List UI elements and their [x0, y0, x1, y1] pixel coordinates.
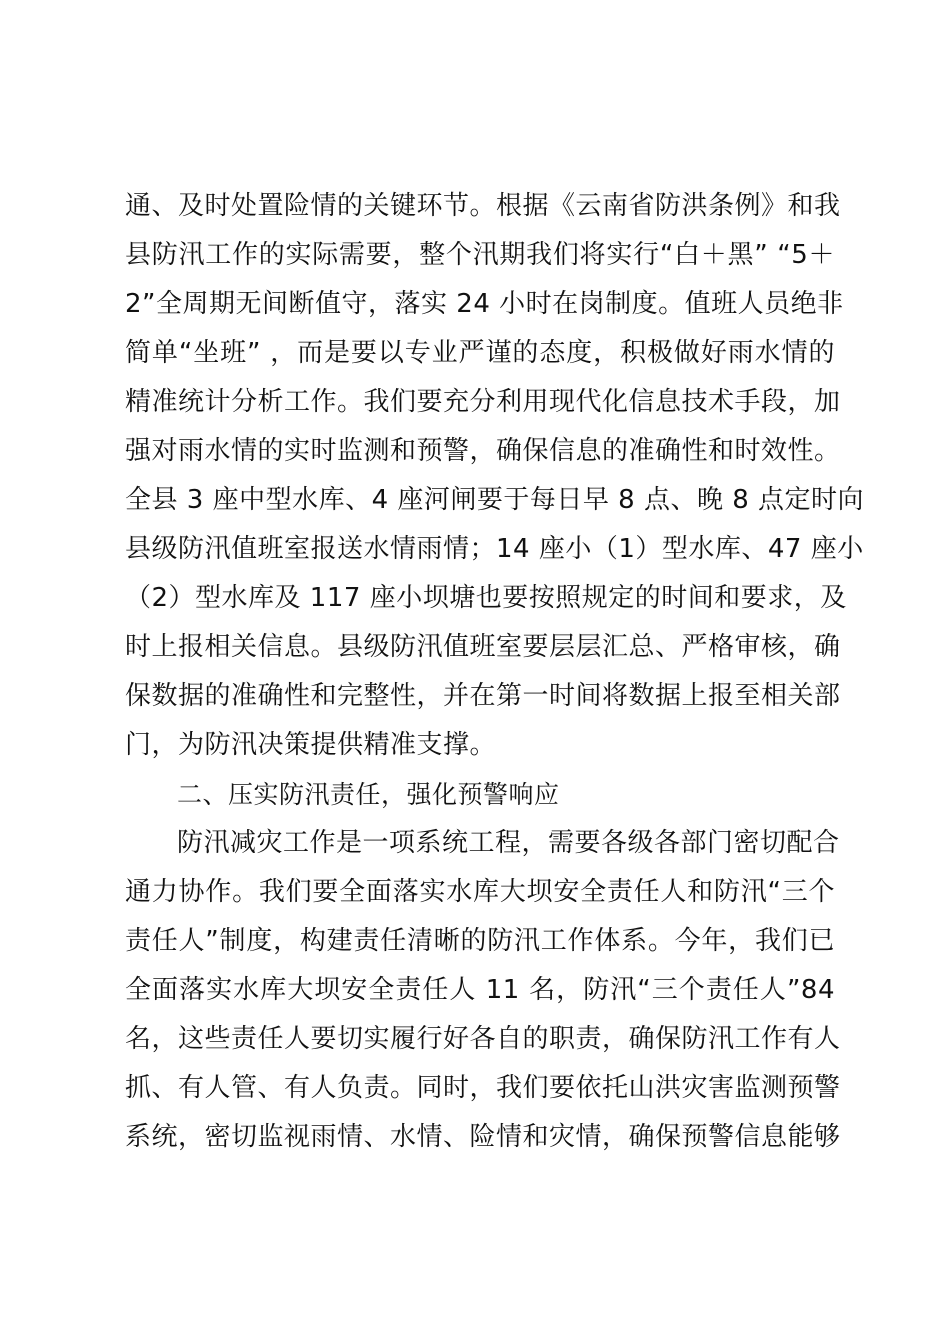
paragraph-water-info-reporting — [125, 182, 865, 770]
text-line: （2）型水库及 117 座小坝塘也要按照规定的时间和要求，及 — [125, 583, 847, 613]
document-body — [125, 182, 865, 1162]
paragraph-flood-responsibility — [125, 819, 841, 1162]
text-line: 责任人”制度，构建责任清晰的防汛工作体系。今年，我们已 — [125, 926, 835, 956]
text-line: 通、及时处置险情的关键环节。根据《云南省防洪条例》和我 — [125, 191, 841, 221]
text-line: 门，为防汛决策提供精准支撑。 — [125, 730, 497, 760]
text-line: 名，这些责任人要切实履行好各自的职责，确保防汛工作有人 — [125, 1024, 841, 1054]
text-line: 抓、有人管、有人负责。同时，我们要依托山洪灾害监测预警 — [125, 1073, 841, 1103]
text-line: 县防汛工作的实际需要，整个汛期我们将实行“白＋黑” “5＋ — [125, 240, 835, 270]
text-line: 全面落实水库大坝安全责任人 11 名，防汛“三个责任人”84 — [125, 975, 835, 1005]
section-heading: 二、压实防汛责任，强化预警响应 — [177, 780, 560, 809]
text-line: 全县 3 座中型水库、4 座河闸要于每日早 8 点、晚 8 点定时向 — [125, 485, 865, 515]
text-line: 防汛减灾工作是一项系统工程，需要各级各部门密切配合 — [177, 828, 840, 858]
text-line: 系统，密切监视雨情、水情、险情和灾情，确保预警信息能够 — [125, 1122, 841, 1152]
text-line: 精准统计分析工作。我们要充分利用现代化信息技术手段，加 — [125, 387, 841, 417]
text-line: 通力协作。我们要全面落实水库大坝安全责任人和防汛“三个 — [125, 877, 835, 907]
text-line: 保数据的准确性和完整性，并在第一时间将数据上报至相关部 — [125, 681, 841, 711]
text-line: 时上报相关信息。县级防汛值班室要层层汇总、严格审核，确 — [125, 632, 841, 662]
text-line: 简单“坐班” ，而是要以专业严谨的态度，积极做好雨水情的 — [125, 338, 835, 368]
text-line: 强对雨水情的实时监测和预警，确保信息的准确性和时效性。 — [125, 436, 841, 466]
text-line: 县级防汛值班室报送水情雨情；14 座小（1）型水库、47 座小 — [125, 534, 864, 564]
text-line: 2”全周期无间断值守，落实 24 小时在岗制度。值班人员绝非 — [125, 289, 844, 319]
